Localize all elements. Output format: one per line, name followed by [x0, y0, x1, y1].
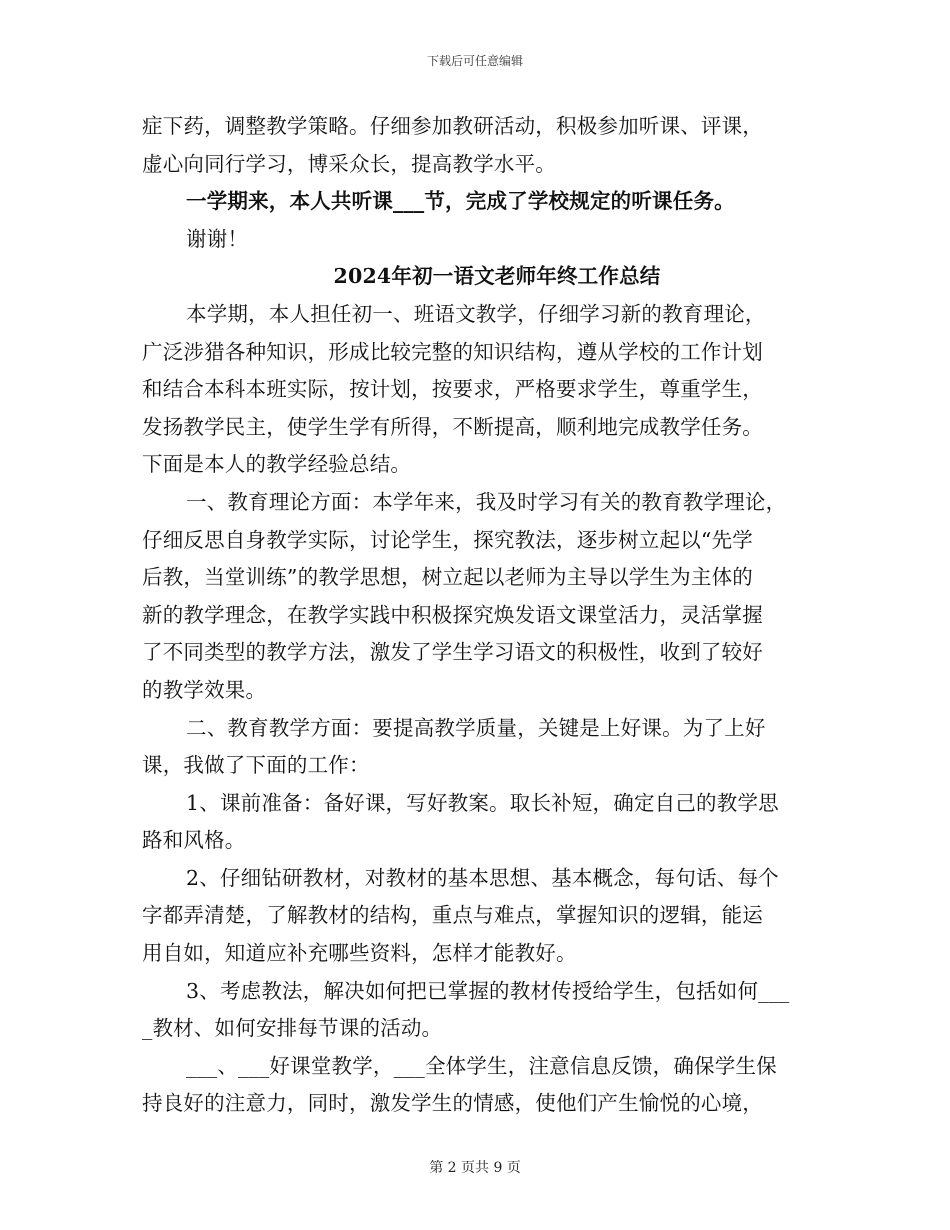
section-title: 2024年初一语文老师年终工作总结: [333, 264, 661, 289]
text-line: 症下药，调整教学策略。仔细参加教研活动，积极参加听课、评课，: [142, 114, 763, 138]
text-line: _教材、如何安排每节课的活动。: [142, 1016, 443, 1041]
text-line: 仔细反思自身教学实际，讨论学生，探究教法，逐步树立起以“先学: [142, 527, 753, 552]
bold-paragraph: 一学期来，本人共听课___节，完成了学校规定的听课任务。: [186, 189, 735, 214]
text-line: 2、仔细钻研教材，对教材的基本思想、基本概念，每句话、每个: [186, 865, 779, 890]
text-line: 本学期，本人担任初一、班语文教学，仔细学习新的教育理论，: [186, 301, 766, 326]
text-line: 二、教育教学方面：要提高教学质量，关键是上好课。为了上好: [186, 715, 766, 740]
text-line: 的教学效果。: [142, 677, 267, 702]
text-line: 了不同类型的教学方法，激发了学生学习语文的积极性，收到了较好: [142, 640, 763, 665]
text-line: 新的教学理念，在教学实践中积极探究焕发语文课堂活力，灵活掌握: [142, 602, 763, 627]
text-line: 一、教育理论方面：本学年来，我及时学习有关的教育教学理论，: [186, 489, 787, 514]
text-line: 下面是本人的教学经验总结。: [142, 452, 412, 477]
text-line: 字都弄清楚，了解教材的结构，重点与难点，掌握知识的逻辑，能运: [142, 903, 763, 928]
text-line: 1、课前准备：备好课，写好教案。取长补短，确定自己的教学思: [186, 790, 779, 815]
page-number-footer: 第 2 页共 9 页: [429, 1160, 521, 1176]
text-line: 持良好的注意力，同时，激发学生的情感，使他们产生愉悦的心境，: [142, 1091, 763, 1116]
header-note: 下载后可任意编辑: [426, 54, 523, 68]
text-line: 后教，当堂训练”的教学思想，树立起以老师为主导以学生为主体的: [142, 565, 753, 590]
text-line: 路和风格。: [142, 828, 246, 853]
text-line: 用自如，知道应补充哪些资料，怎样才能教好。: [142, 941, 577, 966]
text-line: ___、___好课堂教学，___全体学生，注意信息反馈，确保学生保: [186, 1053, 777, 1078]
text-line: 谢谢！: [186, 226, 249, 251]
text-line: 课，我做了下面的工作：: [142, 753, 370, 778]
text-line: 3、考虑教法，解决如何把已掌握的教材传授给学生，包括如何___: [186, 978, 790, 1003]
document-body: [142, 108, 812, 1123]
text-line: 和结合本科本班实际，按计划，按要求，严格要求学生，尊重学生，: [142, 377, 763, 402]
text-line: 发扬教学民主，使学生学有所得，不断提高，顺利地完成教学任务。: [142, 414, 763, 439]
text-line: 广泛涉猎各种知识，形成比较完整的知识结构，遵从学校的工作计划: [142, 339, 763, 364]
text-line: 虚心向同行学习，博采众长，提高教学水平。: [142, 151, 556, 176]
